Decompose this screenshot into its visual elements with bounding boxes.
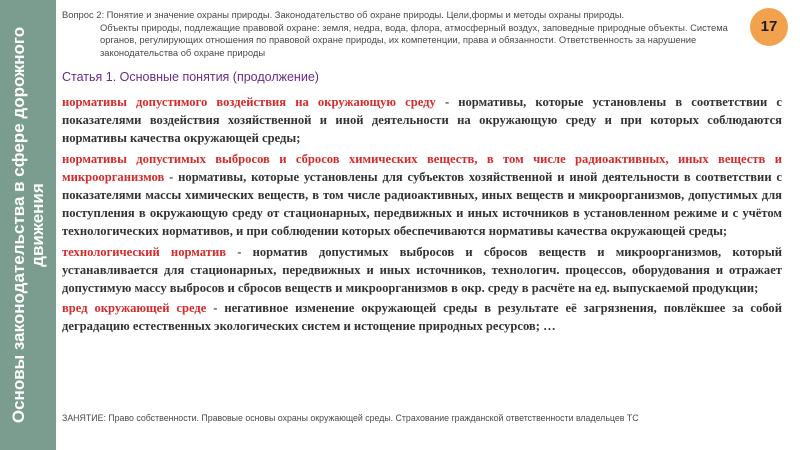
lesson-footer: ЗАНЯТИЕ: Право собственности. Правовые основы охраны окружающей среды. Страхование гражданской ответственности владельцев ТС xyxy=(62,413,639,423)
definition-paragraph xyxy=(62,93,782,148)
article-title: Статья 1. Основные понятия (продолжение) xyxy=(62,70,319,84)
question-header xyxy=(62,9,752,59)
definition-text: - норматив допустимых выбросов и сбросов веществ и микроорганизмов, который устанавливается для стационарных, передвижных и иных источников, технологич. процессов, оборудования и отражает допустимую массу выбросов и сбросов веществ и микроорганизмов в окр. среду в расчёте на ед. выпускаемой продукции; xyxy=(62,244,782,296)
sidebar-title: Основы законодательства в сфере дорожного движения xyxy=(9,26,47,424)
question-details: Объекты природы, подлежащие правовой охране: земля, недра, вода, флора, атмосферный воздух, заповедные природные объекты. Система органов, регулирующих отношения по правовой охране природы, их компетенции, права и обязанности. Ответственность за нарушение законодательства об охране природы xyxy=(100,21,728,58)
definition-term: технологический норматив xyxy=(62,244,227,259)
slide-number-badge: 17 xyxy=(750,8,788,46)
definition-text: - нормативы, которые установлены для субъектов хозяйственной и иной деятельности в соответствии с показателями массы химических веществ, в том числе радиоактивных, иных веществ и микроорганизмов, допустимых для поступления в окружающую среду от стационарных, передвижных и иных источников в установленном режиме и с учётом технологических нормативов, и при соблюдении которых обеспечиваются нормативы качества окружающей среды; xyxy=(62,169,782,239)
definition-term: нормативы допустимого воздействия на окружающую среду xyxy=(62,95,436,109)
question-title: Вопрос 2: Понятие и значение охраны природы. Законодательство об охране природы. Цели,формы и методы охраны природы. xyxy=(62,9,625,20)
definition-text: - негативное изменение окружающей среды в результате её загрязнения, повлёкшее за собой деградацию естественных экологических систем и истощение природных ресурсов; … xyxy=(62,301,782,334)
definition-term: вред окружающей среде xyxy=(62,301,207,316)
sidebar xyxy=(0,0,56,450)
definition-paragraph xyxy=(62,150,782,241)
definition-paragraph xyxy=(62,299,782,335)
article-body xyxy=(62,93,782,338)
definition-paragraph xyxy=(62,243,782,298)
definition-term: нормативы допустимых выбросов и сбросов химических веществ, в том числе радиоактивных, иных веществ и микроорганизмов xyxy=(62,151,782,184)
definition-text: - нормативы, которые установлены в соответствии с показателями воздействия хозяйственной и иной деятельности на окружающую среду и при которых соблюдаются нормативы качества окружающей среды; xyxy=(62,95,783,146)
